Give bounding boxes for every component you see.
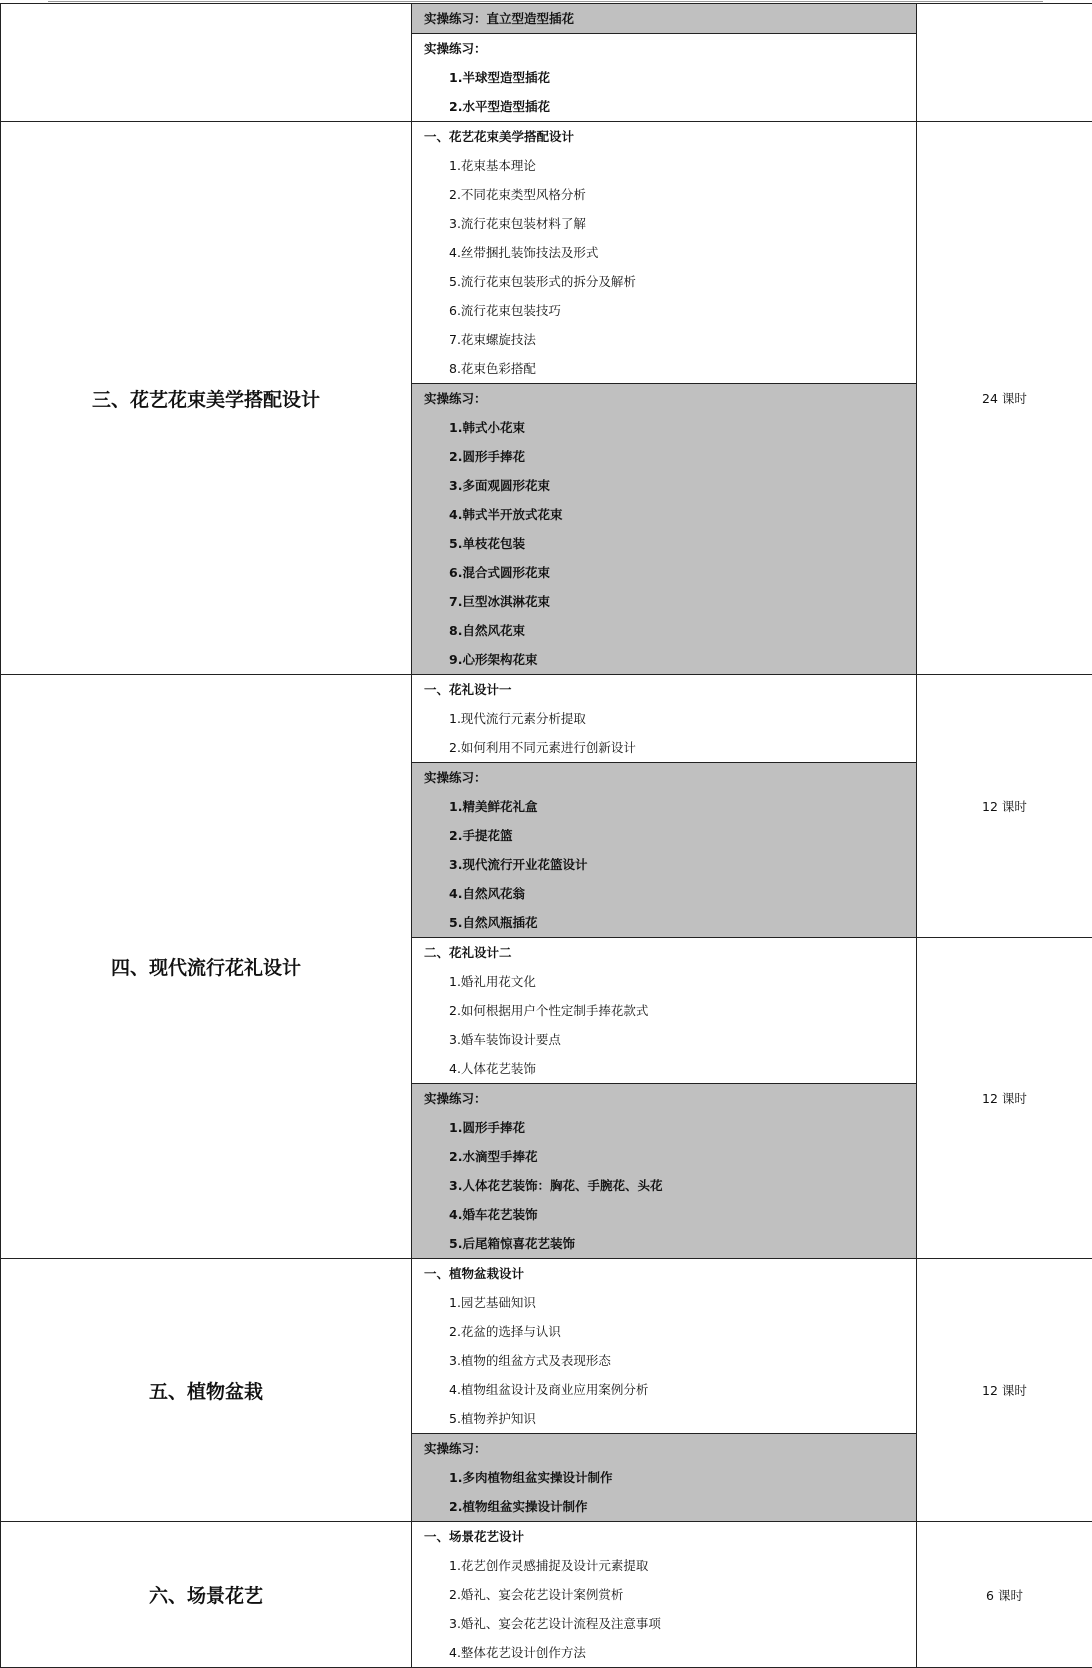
course-schedule-table: [0, 3, 1092, 1668]
practice-item: 2.水平型造型插花: [412, 92, 916, 121]
theory-heading: 二、花礼设计二: [412, 938, 916, 967]
table-row-module-4-theory-1: [1, 675, 1092, 763]
practice-item: 4.韩式半开放式花束: [412, 500, 916, 529]
table-row-module-6-theory: [1, 1522, 1092, 1668]
hours-value: 24 课时: [917, 122, 1092, 675]
table-row-module-5-theory: [1, 1259, 1092, 1434]
theory-item: 2.花盆的选择与认识: [412, 1317, 916, 1346]
theory-item: 1.花艺创作灵感捕捉及设计元素提取: [412, 1551, 916, 1580]
practice-item: 2.圆形手捧花: [412, 442, 916, 471]
theory-item: 3.植物的组盆方式及表现形态: [412, 1346, 916, 1375]
theory-item: 8.花束色彩搭配: [412, 354, 916, 383]
module-cell-empty: [1, 4, 412, 122]
theory-heading: 一、花艺花束美学搭配设计: [412, 122, 916, 151]
practice-item: 4.自然风花翁: [412, 879, 916, 908]
practice-item: 1.半球型造型插花: [412, 63, 916, 92]
theory-heading: 一、场景花艺设计: [412, 1522, 916, 1551]
theory-cell: [412, 675, 917, 763]
theory-item: 1.现代流行元素分析提取: [412, 704, 916, 733]
module-title: 四、现代流行花礼设计: [1, 675, 412, 1259]
hours-value: 6 课时: [917, 1522, 1092, 1668]
hours-value: 12 课时: [917, 938, 1092, 1259]
practice-item: 4.婚车花艺装饰: [412, 1200, 916, 1229]
practice-item: 5.单枝花包装: [412, 529, 916, 558]
theory-item: 6.流行花束包装技巧: [412, 296, 916, 325]
theory-cell: [412, 1522, 917, 1668]
practice-title: 实操练习：直立型造型插花: [412, 4, 916, 33]
theory-item: 3.婚礼、宴会花艺设计流程及注意事项: [412, 1609, 916, 1638]
table-row-continuation-title: [1, 4, 1092, 34]
practice-cell: [412, 34, 917, 122]
theory-item: 4.丝带捆扎装饰技法及形式: [412, 238, 916, 267]
practice-item: 1.圆形手捧花: [412, 1113, 916, 1142]
practice-item: 5.后尾箱惊喜花艺装饰: [412, 1229, 916, 1258]
table-row-module-3-theory: [1, 122, 1092, 384]
practice-item: 3.现代流行开业花篮设计: [412, 850, 916, 879]
practice-item: 5.自然风瓶插花: [412, 908, 916, 937]
hours-value: 12 课时: [917, 1259, 1092, 1522]
theory-heading: 一、花礼设计一: [412, 675, 916, 704]
practice-item: 3.多面观圆形花束: [412, 471, 916, 500]
practice-item: 8.自然风花束: [412, 616, 916, 645]
practice-item: 1.韩式小花束: [412, 413, 916, 442]
practice-heading: 实操练习：: [412, 384, 916, 413]
hours-value: 12 课时: [917, 675, 1092, 938]
theory-item: 5.流行花束包装形式的拆分及解析: [412, 267, 916, 296]
theory-cell: [412, 1259, 917, 1434]
theory-item: 2.不同花束类型风格分析: [412, 180, 916, 209]
theory-item: 3.流行花束包装材料了解: [412, 209, 916, 238]
practice-item: 2.水滴型手捧花: [412, 1142, 916, 1171]
theory-item: 2.如何利用不同元素进行创新设计: [412, 733, 916, 762]
theory-item: 1.园艺基础知识: [412, 1288, 916, 1317]
practice-item: 1.精美鲜花礼盒: [412, 792, 916, 821]
practice-cell: [412, 763, 917, 938]
practice-item: 6.混合式圆形花束: [412, 558, 916, 587]
practice-item: 3.人体花艺装饰：胸花、手腕花、头花: [412, 1171, 916, 1200]
theory-item: 1.婚礼用花文化: [412, 967, 916, 996]
theory-item: 4.植物组盆设计及商业应用案例分析: [412, 1375, 916, 1404]
practice-cell: [412, 384, 917, 675]
theory-cell: [412, 122, 917, 384]
theory-item: 1.花束基本理论: [412, 151, 916, 180]
practice-heading: 实操练习：: [412, 34, 916, 63]
hours-cell-empty: [917, 4, 1092, 122]
module-title: 六、场景花艺: [1, 1522, 412, 1668]
module-title: 五、植物盆栽: [1, 1259, 412, 1522]
theory-item: 7.花束螺旋技法: [412, 325, 916, 354]
theory-item: 3.婚车装饰设计要点: [412, 1025, 916, 1054]
practice-item: 1.多肉植物组盆实操设计制作: [412, 1463, 916, 1492]
page-top-rule: [48, 1, 1043, 2]
practice-item: 2.植物组盆实操设计制作: [412, 1492, 916, 1521]
practice-cell: [412, 1084, 917, 1259]
practice-heading: 实操练习：: [412, 1084, 916, 1113]
theory-item: 2.如何根据用户个性定制手捧花款式: [412, 996, 916, 1025]
practice-heading: 实操练习：: [412, 763, 916, 792]
practice-item: 9.心形架构花束: [412, 645, 916, 674]
practice-heading: 实操练习：: [412, 1434, 916, 1463]
theory-item: 5.植物养护知识: [412, 1404, 916, 1433]
module-title: 三、花艺花束美学搭配设计: [1, 122, 412, 675]
theory-item: 4.人体花艺装饰: [412, 1054, 916, 1083]
practice-cell: [412, 1434, 917, 1522]
theory-heading: 一、植物盆栽设计: [412, 1259, 916, 1288]
theory-item: 2.婚礼、宴会花艺设计案例赏析: [412, 1580, 916, 1609]
theory-cell: [412, 938, 917, 1084]
practice-title-cell: [412, 4, 917, 34]
practice-item: 7.巨型冰淇淋花束: [412, 587, 916, 616]
practice-item: 2.手提花篮: [412, 821, 916, 850]
theory-item: 4.整体花艺设计创作方法: [412, 1638, 916, 1667]
